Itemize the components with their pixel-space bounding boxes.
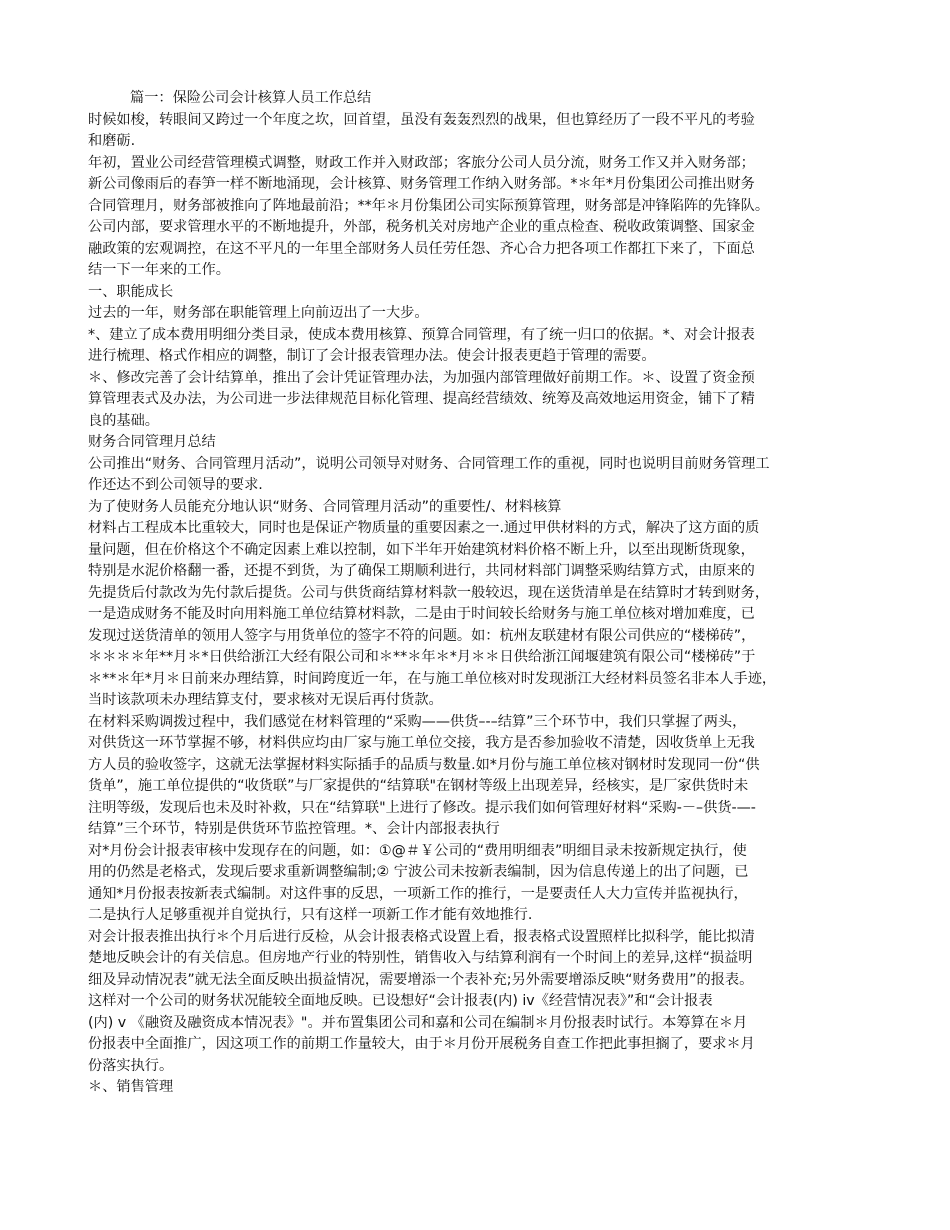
paragraph-report-review: 对*月份会计报表审核中发现存在的问题，如：①@＃￥公司的“费用明细表”明细目录未按新规定执行，使 用的仍然是老格式，发现后要求重新调整编制;② 宁波公司未按新表编制，因为信息传递上的出了问题，已 通知*月份报表按新表式编制。对这件事的反思，一项新工作的推行，一是要责任人大力宣传并监视执行， 二是执行人足够重视并自觉执行，只有这样一项新工作才能有效地推行. xyxy=(88,842,749,923)
document-title: 篇一：保险公司会计核算人员工作总结 xyxy=(130,90,372,106)
section-heading-contract-month: 财务合同管理月总结 xyxy=(88,434,216,450)
paragraph-function-summary: 过去的一年，财务部在职能管理上向前迈出了一大步。 xyxy=(88,305,429,321)
paragraph-material-accounting: 材料占工程成本比重较大，同时也是保证产物质量的重要因素之一.通过甲供材料的方式，解决了这方面的质 量问题，但在价格这个不确定因素上难以控制，如下半年开始建筑材料价格不断上升，以至出现断货现象， 特别是水泥价格翻一番，还提不到货，为了确保工期顺利进行，共同材料部门调整采购结算方式，由原来的 先提货后付款改为先付款后提货。公司与供货商结算材料款一般较迟，现在送货清单是在结算时才转到财务， 一是造成财务不能及时向用料施工单位结算材料款，二是由于时间较长给财务与施工单位核对增加难度，已 发现过送货清单的领用人签字与用货单位的签字不符的问题。如：杭州友联建材有限公司供应的“楼梯砖”， ＊＊＊＊年**月＊*日供给浙江大经有限公司和＊**＊年＊*月＊＊日供给浙江闻堰建筑有限公司“楼梯砖”于 ＊**＊年*月＊日前来办理结算，时间跨度近一年，在与施工单位核对时发现浙江大经材料员签名非本人手迹， 当时该款项未办理结算支付，要求核对无误后再付货款。 xyxy=(88,520,777,708)
paragraph-voucher-management: ＊、修改完善了会计结算单，推出了会计凭证管理办法，为加强内部管理做好前期工作。＊、设置了资金预 算管理表式及办法，为公司进一步法律规范目标化管理、提高经营绩效、统筹及高效地运用资金，铺下了精 良的基础。 xyxy=(88,369,755,429)
paragraph-report-feedback: 对会计报表推出执行＊个月后进行反检，从会计报表格式设置上看，报表格式设置照样比拟科学，能比拟清 楚地反映会计的有关信息。但房地产行业的特别性，销售收入与结算利润有一个时间上的差异,这样“损益明 细及异动情况表”就无法全面反映出损益情况，需要增添一个表补充;另外需要增添反映“财务费用”的报表。 这样对一个公司的财务状况能较全面地反映。已设想好“会计报表(内) iv《经营情况表》”和“会计报表 (内) v 《融资及融资成本情况表》"。并布置集团公司和嘉和公司在编制＊月份报表时试行。本筹算在＊月 份报表中全面推广，因这项工作的前期工作量较大，由于＊月份开展税务自查工作把此事担搁了，要求＊月 份落实执行。 xyxy=(88,928,755,1074)
paragraph-contract-month: 公司推出“财务、合同管理月活动”，说明公司领导对财务、合同管理工作的重视，同时也说明目前财务管理工 作还达不到公司领导的要求. xyxy=(88,455,770,493)
paragraph-cost-catalog: *、建立了成本费用明细分类目录，使成本费用核算、预算合同管理，有了统一归口的依据。*、对会计报表 进行梳理、格式作相应的调整，制订了会计报表管理办法。使会计报表更趋于管理的需要。 xyxy=(88,326,755,364)
paragraph-background: 年初，置业公司经营管理模式调整，财政工作并入财政部；客旅分公司人员分流，财务工作又并入财务部； 新公司像雨后的春笋一样不断地涌现，会计核算、财务管理工作纳入财务部。*＊年*月份集团公司推出财务 合同管理月，财务部被推向了阵地最前沿；**年＊月份集团公司实际预算管理，财务部是冲锋陷阵的先锋队。 公司内部，要求管理水平的不断地提升，外部，税务机关对房地产企业的重点检查、税收政策调整、国家金 融政策的宏观调控，在这不平凡的一年里全部财务人员任劳任怨、齐心合力把各项工作都扛下来了，下面总 结一下一年来的工作。 xyxy=(88,154,770,278)
paragraph-intro: 时候如梭，转眼间又跨过一个年度之坎，回首望，虽没有轰轰烈烈的战果，但也算经历了一段不平凡的考验 和磨砺. xyxy=(88,111,755,149)
section-heading-function-growth: 一、职能成长 xyxy=(88,283,174,300)
document-page xyxy=(88,88,863,1099)
section-heading-sales-management: ＊、销售管理 xyxy=(88,1079,174,1095)
paragraph-material-procurement: 在材料采购调拨过程中，我们感觉在材料管理的“采购——供货–-–结算”三个环节中，我们只掌握了两头， 对供货这一环节掌握不够，材料供应均由厂家与施工单位交接，我方是否参加验收不清楚，因收货单上无我 方人员的验收签字，这就无法掌握材料实际插手的品质与数量.如*月份与施工单位核对钢材时发现同一份“供 货单”，施工单位提供的“收货联”与厂家提供的“结算联"在钢材等级上出现差异，经核实，是厂家供货时未 注明等级，发现后也未及时补救，只在“结算联"上进行了修改。提示我们如何管理好材料“采购-－–供货-—- 结算”三个环节，特别是供货环节监控管理。*、会计内部报表执行 xyxy=(88,713,760,837)
paragraph-material-heading: 为了使财务人员能充分地认识“财务、合同管理月活动”的重要性/、材料核算 xyxy=(88,498,562,515)
